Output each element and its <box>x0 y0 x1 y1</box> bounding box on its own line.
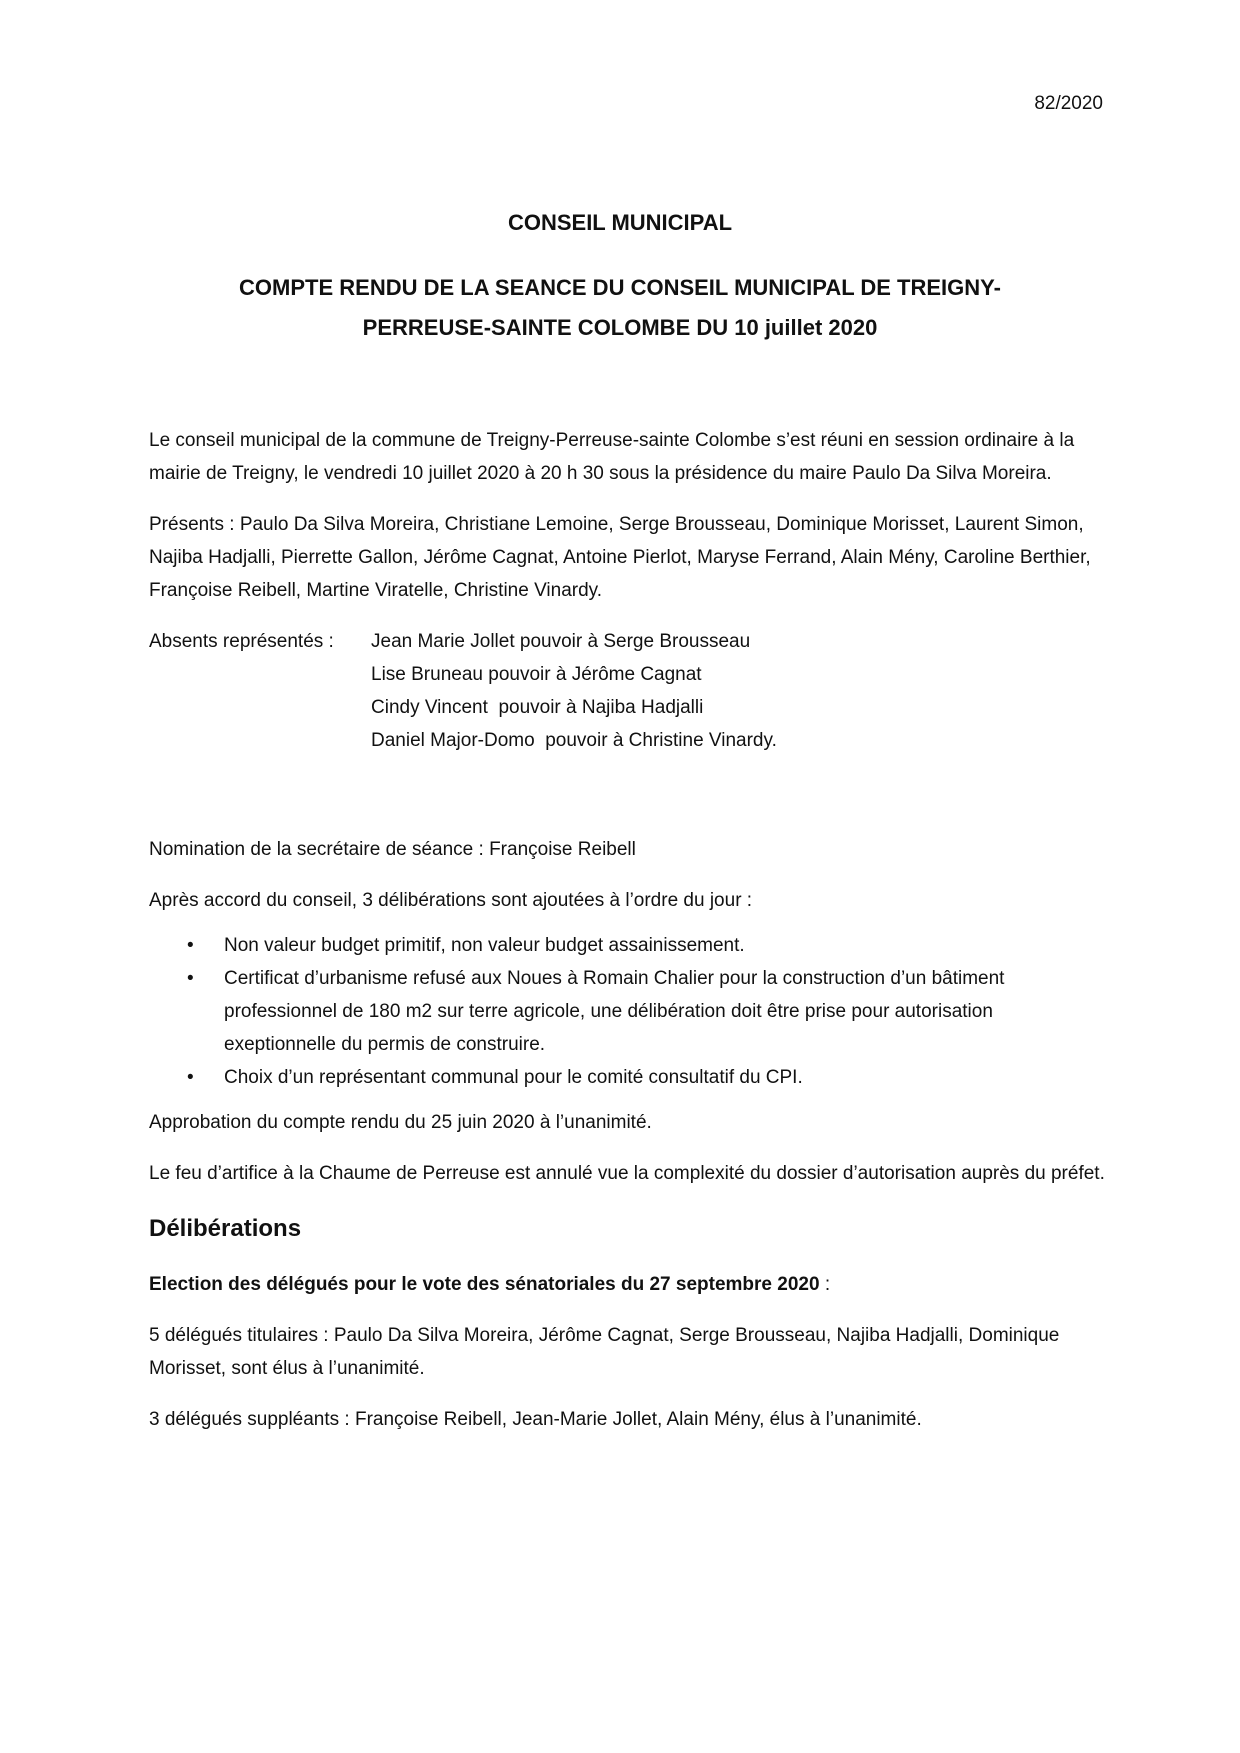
presents-paragraph: Présents : Paulo Da Silva Moreira, Christiane Lemoine, Serge Brousseau, Dominique Morisset, Laurent Simon, Najiba Hadjalli, Pierrette Gallon, Jérôme Cagnat, Antoine Pierlot, Maryse Ferrand, Alain Mény, Caroline Berthier, Françoise Reibell, Martine Viratelle, Christine Vinardy. <box>149 514 1091 601</box>
nomination-paragraph: Nomination de la secrétaire de séance : Françoise Reibell <box>149 839 636 860</box>
list-item <box>187 929 1109 962</box>
approbation-paragraph: Approbation du compte rendu du 25 juin 2020 à l’unanimité. <box>149 1112 652 1133</box>
absent-item: Cindy Vincent pouvoir à Najiba Hadjalli <box>371 697 704 718</box>
titulaires-paragraph: 5 délégués titulaires : Paulo Da Silva Moreira, Jérôme Cagnat, Serge Brousseau, Najiba Hadjalli, Dominique Morisset, sont élus à l’unanimité. <box>149 1325 1060 1379</box>
subtitle-line-2: PERREUSE-SAINTE COLOMBE DU 10 juillet 2020 <box>362 315 878 340</box>
absent-item: Daniel Major-Domo pouvoir à Christine Vinardy. <box>371 730 777 751</box>
document-title: CONSEIL MUNICIPAL <box>507 210 733 235</box>
absent-item: Jean Marie Jollet pouvoir à Serge Brousseau <box>371 631 751 652</box>
list-item-text: Non valeur budget primitif, non valeur budget assainissement. <box>224 935 745 956</box>
list-item <box>187 1061 1109 1094</box>
absents-block <box>149 625 1109 757</box>
suppleants-paragraph: 3 délégués suppléants : Françoise Reibell, Jean-Marie Jollet, Alain Mény, élus à l’unanimité. <box>149 1409 922 1430</box>
election-title: Election des délégués pour le vote des sénatoriales du 27 septembre 2020 <box>149 1274 820 1295</box>
list-item <box>187 962 1109 1061</box>
document-subtitle <box>170 268 1070 348</box>
bullet-icon: • <box>187 968 194 989</box>
subtitle-line-1: COMPTE RENDU DE LA SEANCE DU CONSEIL MUNICIPAL DE TREIGNY- <box>239 275 1001 300</box>
bullet-icon: • <box>187 935 194 956</box>
page-number: 82/2020 <box>1034 93 1103 114</box>
feu-artifice-paragraph: Le feu d’artifice à la Chaume de Perreuse est annulé vue la complexité du dossier d’autorisation auprès du préfet. <box>149 1163 1105 1184</box>
election-suffix: : <box>819 1274 831 1295</box>
election-paragraph <box>149 1268 1109 1301</box>
intro-paragraph: Le conseil municipal de la commune de Treigny-Perreuse-sainte Colombe s’est réuni en session ordinaire à la mairie de Treigny, le vendredi 10 juillet 2020 à 20 h 30 sous la présidence du maire Paulo Da Silva Moreira. <box>149 430 1075 484</box>
absents-list <box>371 625 777 757</box>
list-item-text: Certificat d’urbanisme refusé aux Noues à Romain Chalier pour la construction d’un bâtiment professionnel de 180 m2 sur terre agricole, une délibération doit être prise pour autorisation exeptionnelle du permis de construire. <box>224 968 1005 1055</box>
agenda-list <box>149 929 1109 1094</box>
absents-label: Absents représentés : <box>149 631 334 652</box>
agenda-intro-paragraph: Après accord du conseil, 3 délibérations sont ajoutées à l’ordre du jour : <box>149 890 753 911</box>
deliberations-heading: Délibérations <box>149 1215 302 1242</box>
absent-item: Lise Bruneau pouvoir à Jérôme Cagnat <box>371 664 702 685</box>
list-item-text: Choix d’un représentant communal pour le comité consultatif du CPI. <box>224 1067 803 1088</box>
document-body <box>149 424 1109 1436</box>
bullet-icon: • <box>187 1067 194 1088</box>
